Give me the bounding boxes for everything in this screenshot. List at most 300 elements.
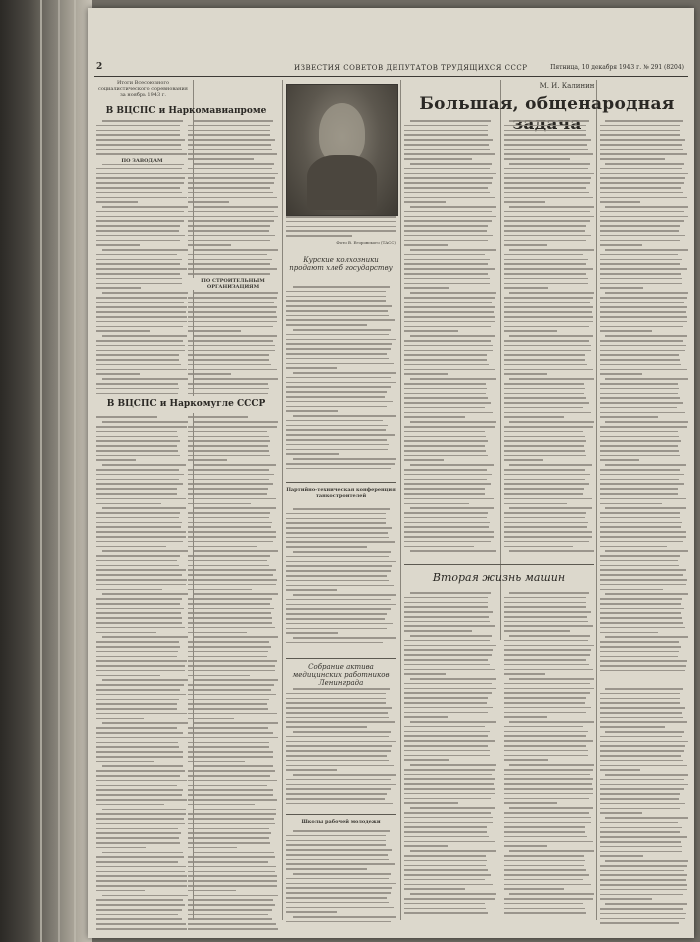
text-line: [188, 569, 276, 571]
text-line: [102, 378, 188, 380]
page-edge: [58, 0, 60, 942]
text-line: [188, 589, 252, 591]
text-line: [600, 168, 682, 170]
text-line: [404, 755, 490, 757]
text-line: [404, 707, 493, 709]
text-line: [286, 760, 389, 762]
story-title-kursk: Курские колхозники продают хлеб государству: [289, 256, 393, 272]
text-line: [600, 130, 680, 132]
text-line: [600, 803, 685, 805]
text-line: [504, 297, 593, 299]
text-line: [96, 479, 179, 481]
text-line: [504, 345, 591, 347]
text-line: [188, 197, 277, 199]
text-line: [96, 569, 186, 571]
text-line: [504, 755, 588, 757]
text-line: [404, 268, 495, 270]
text-line: [404, 726, 485, 728]
text-line: [96, 780, 187, 782]
text-line: [286, 386, 391, 388]
text-line: [600, 750, 684, 752]
text-line: [102, 249, 188, 251]
text-line: [286, 868, 367, 870]
text-line: [188, 670, 275, 672]
text-line: [188, 546, 257, 548]
text-line: [188, 871, 275, 873]
text-line: [293, 329, 392, 331]
text-line: [96, 216, 188, 218]
text-column: [286, 830, 396, 930]
text-line: [600, 612, 681, 614]
text-line: [404, 879, 485, 881]
text-line: [96, 918, 182, 920]
text-line: [600, 641, 679, 643]
text-line: [188, 699, 269, 701]
text-line: [600, 665, 686, 667]
text-line: [188, 244, 231, 246]
subheading-construction: ПО СТРОИТЕЛЬНЫМ ОРГАНИЗАЦИЯМ: [188, 278, 278, 290]
text-line: [286, 721, 395, 723]
text-line: [404, 220, 492, 222]
text-line: [404, 168, 490, 170]
text-line: [404, 769, 495, 771]
text-line: [504, 802, 557, 804]
divider: [404, 564, 594, 565]
text-line: [96, 770, 185, 772]
text-line: [404, 526, 489, 528]
text-line: [96, 512, 180, 514]
text-line: [600, 493, 678, 495]
text-line: [600, 192, 683, 194]
text-line: [605, 378, 688, 380]
text-line: [600, 397, 680, 399]
text-line: [193, 292, 278, 294]
text-line: [404, 640, 490, 642]
text-line: [404, 702, 487, 704]
text-line: [96, 153, 187, 155]
story-head-wrap: [286, 256, 396, 272]
text-line: [404, 459, 444, 461]
text-line: [188, 622, 272, 624]
text-line: [286, 745, 392, 747]
date-line: Пятница, 10 декабря 1943 г. № 291 (8204): [550, 64, 684, 71]
text-line: [504, 716, 547, 718]
text-line: [600, 436, 679, 438]
text-line: [188, 479, 269, 481]
text-line: [96, 866, 186, 868]
text-line: [509, 120, 589, 122]
section-heading-ugol: В ВЦСПС и Наркомугле СССР: [96, 396, 276, 413]
text-line: [504, 664, 589, 666]
text-line: [96, 813, 186, 815]
text-line: [504, 440, 586, 442]
text-line: [188, 612, 271, 614]
text-line: [188, 306, 277, 308]
text-line: [286, 878, 389, 880]
text-line: [188, 522, 272, 524]
text-line: [504, 412, 591, 414]
text-line: [404, 359, 487, 361]
newspaper-page: [88, 8, 694, 938]
text-line: [404, 774, 492, 776]
text-line: [404, 597, 488, 599]
text-line: [188, 875, 277, 877]
text-line: [404, 240, 488, 242]
text-line: [188, 512, 270, 514]
text-line: [404, 865, 486, 867]
text-line: [96, 373, 140, 375]
text-line: [404, 616, 489, 618]
text-line: [404, 283, 490, 285]
text-line: [286, 698, 386, 700]
text-line: [605, 335, 687, 337]
text-line: [509, 850, 594, 852]
text-line: [96, 923, 186, 925]
text-line: [286, 784, 396, 786]
text-line: [404, 817, 493, 819]
text-line: [286, 449, 388, 451]
text-line: [102, 722, 188, 724]
text-line: [96, 469, 179, 471]
text-line: [404, 759, 449, 761]
text-line: [188, 785, 267, 787]
text-line: [404, 225, 488, 227]
text-line: [404, 716, 448, 718]
text-line: [404, 402, 491, 404]
text-line: [404, 383, 486, 385]
text-line: [188, 775, 270, 777]
text-line: [404, 479, 487, 481]
text-line: [96, 804, 164, 806]
text-line: [600, 297, 687, 299]
text-line: [600, 646, 681, 648]
text-line: [293, 594, 396, 596]
text-line: [188, 216, 278, 218]
text-line: [600, 598, 682, 600]
text-line: [96, 173, 188, 175]
text-line: [605, 817, 688, 819]
text-line: [605, 593, 688, 595]
text-line: [404, 740, 495, 742]
text-line: [600, 865, 687, 867]
text-line: [96, 498, 186, 500]
text-line: [410, 550, 496, 552]
text-line: [188, 555, 270, 557]
text-line: [605, 903, 687, 905]
text-line: [188, 503, 251, 505]
text-line: [96, 775, 180, 777]
text-line: [188, 383, 268, 385]
text-line: [600, 326, 683, 328]
text-line: [404, 822, 493, 824]
text-line: [286, 406, 387, 408]
text-line: [404, 455, 488, 457]
text-line: [504, 778, 593, 780]
text-line: [286, 221, 396, 223]
text-line: [188, 804, 255, 806]
text-line: [96, 364, 181, 366]
text-line: [188, 326, 273, 328]
text-line: [504, 503, 567, 505]
text-line: [509, 292, 594, 294]
text-line: [600, 870, 684, 872]
text-line: [600, 474, 684, 476]
text-line: [404, 750, 490, 752]
text-line: [404, 855, 486, 857]
text-line: [102, 507, 186, 509]
text-line: [193, 464, 276, 466]
text-line: [286, 541, 395, 543]
text-line: [504, 673, 545, 675]
text-line: [600, 793, 680, 795]
text-line: [404, 259, 490, 261]
text-line: [404, 397, 488, 399]
subheading-wrap: [96, 158, 188, 164]
text-line: [504, 426, 593, 428]
text-line: [504, 316, 593, 318]
text-line: [96, 287, 141, 289]
text-line: [600, 230, 679, 232]
text-line: [96, 703, 177, 705]
text-line: [286, 425, 388, 427]
text-line: [605, 774, 688, 776]
text-line: [404, 625, 495, 627]
text-line: [293, 916, 396, 918]
text-line: [404, 440, 488, 442]
text-line: [96, 646, 180, 648]
text-line: [504, 860, 585, 862]
text-line: [504, 888, 564, 890]
text-line: [600, 617, 682, 619]
text-line: [188, 598, 272, 600]
text-line: [404, 493, 485, 495]
text-line: [509, 592, 589, 594]
text-column: [404, 120, 496, 560]
text-line: [96, 603, 180, 605]
text-line: [96, 899, 183, 901]
text-line: [286, 532, 388, 534]
text-line: [600, 879, 686, 881]
text-line: [404, 263, 488, 265]
text-line: [600, 574, 683, 576]
text-line: [600, 373, 642, 375]
text-line: [504, 616, 587, 618]
text-line: [286, 439, 387, 441]
text-line: [286, 580, 389, 582]
text-line: [504, 669, 593, 671]
text-line: [188, 799, 277, 801]
article-title: Большая, общенародная: [419, 94, 675, 114]
text-line: [509, 163, 590, 165]
text-line: [188, 340, 273, 342]
text-line: [600, 306, 687, 308]
text-line: [410, 378, 496, 380]
text-line: [96, 928, 187, 930]
text-line: [504, 845, 547, 847]
text-line: [96, 789, 183, 791]
text-line: [404, 798, 491, 800]
text-line: [293, 830, 390, 832]
text-line: [96, 665, 185, 667]
text-line: [188, 751, 273, 753]
text-line: [504, 153, 593, 155]
text-line: [96, 187, 180, 189]
text-line: [600, 450, 679, 452]
text-line: [96, 483, 183, 485]
text-line: [96, 699, 179, 701]
text-line: [96, 302, 184, 304]
text-line: [504, 702, 585, 704]
text-line: [96, 584, 186, 586]
text-line: [504, 287, 548, 289]
text-line: [504, 173, 594, 175]
text-line: [404, 287, 449, 289]
text-line: [286, 788, 391, 790]
text-line: [188, 608, 274, 610]
text-line: [96, 660, 187, 662]
text-line: [188, 220, 274, 222]
text-line: [600, 426, 687, 428]
text-line: [96, 134, 180, 136]
text-line: [504, 445, 584, 447]
text-line: [404, 692, 492, 694]
text-line: [188, 823, 275, 825]
text-line: [404, 731, 490, 733]
text-line: [188, 789, 273, 791]
text-line: [188, 483, 273, 485]
text-line: [96, 531, 186, 533]
text-line: [188, 173, 278, 175]
text-line: [188, 813, 276, 815]
text-line: [600, 531, 686, 533]
column-rule: [400, 80, 401, 920]
text-line: [286, 613, 387, 615]
subheading-plants: ПО ЗАВОДАМ: [96, 158, 188, 164]
text-line: [504, 606, 586, 608]
text-line: [286, 907, 394, 909]
text-column: [286, 286, 396, 476]
text-line: [188, 909, 272, 911]
text-line: [404, 350, 493, 352]
text-line: [286, 522, 386, 524]
text-line: [188, 703, 267, 705]
text-line: [600, 359, 680, 361]
text-line: [404, 712, 488, 714]
text-line: [102, 679, 188, 681]
text-line: [600, 608, 684, 610]
text-line: [96, 359, 179, 361]
text-line: [188, 914, 268, 916]
text-line: [509, 550, 594, 552]
text-line: [600, 721, 687, 723]
column-rule: [596, 80, 597, 920]
text-line: [286, 859, 389, 861]
text-line: [404, 860, 487, 862]
text-line: [286, 537, 389, 539]
text-line: [600, 512, 680, 514]
text-line: [286, 444, 389, 446]
text-line: [504, 688, 594, 690]
text-line: [404, 177, 493, 179]
text-line: [600, 898, 652, 900]
text-line: [96, 254, 177, 256]
text-line: [600, 201, 640, 203]
intro-heading: Итоги Всесоюзного социалистического соревнования за ноябрь 1943 г.: [98, 80, 188, 98]
text-line: [96, 459, 136, 461]
text-line: [600, 144, 682, 146]
text-line: [188, 440, 270, 442]
text-line: [404, 416, 465, 418]
text-line: [600, 660, 687, 662]
text-line: [96, 541, 183, 543]
story-title-conference: Партийно-техническая конференция танкостроителей: [286, 487, 396, 499]
text-line: [96, 273, 180, 275]
text-line: [286, 434, 395, 436]
text-line: [96, 445, 177, 447]
text-line: [504, 912, 586, 914]
text-line: [504, 182, 590, 184]
text-line: [286, 391, 387, 393]
text-line: [504, 306, 593, 308]
text-line: [286, 755, 387, 757]
text-line: [404, 898, 495, 900]
text-line: [504, 330, 557, 332]
text-line: [600, 808, 680, 810]
text-line: [600, 316, 687, 318]
text-line: [286, 305, 392, 307]
text-line: [600, 736, 682, 738]
text-line: [504, 340, 589, 342]
text-line: [600, 846, 682, 848]
text-line: [188, 828, 269, 830]
text-line: [504, 130, 586, 132]
text-line: [600, 431, 678, 433]
text-line: [504, 125, 586, 127]
text-line: [600, 220, 684, 222]
text-line: [404, 311, 494, 313]
text-line: [600, 579, 687, 581]
text-line: [96, 416, 157, 418]
text-line: [96, 656, 177, 658]
text-line: [188, 321, 277, 323]
text-line: [96, 589, 162, 591]
text-line: [188, 330, 241, 332]
text-line: [404, 683, 492, 685]
book-binding: [0, 0, 92, 942]
story-head-wrap: [286, 482, 396, 499]
text-line: [193, 895, 278, 897]
text-line: [188, 837, 269, 839]
text-line: [188, 737, 278, 739]
text-line: [96, 306, 187, 308]
text-line: [504, 483, 589, 485]
text-line: [600, 244, 642, 246]
text-line: [193, 163, 274, 165]
text-line: [504, 611, 591, 613]
text-line: [404, 192, 490, 194]
text-line: [102, 895, 188, 897]
text-line: [96, 847, 146, 849]
text-line: [600, 651, 679, 653]
text-line: [600, 455, 680, 457]
text-line: [96, 321, 187, 323]
text-line: [286, 339, 396, 341]
text-line: [600, 541, 683, 543]
text-line: [404, 297, 495, 299]
text-line: [188, 230, 269, 232]
text-line: [286, 717, 389, 719]
text-line: [193, 249, 278, 251]
